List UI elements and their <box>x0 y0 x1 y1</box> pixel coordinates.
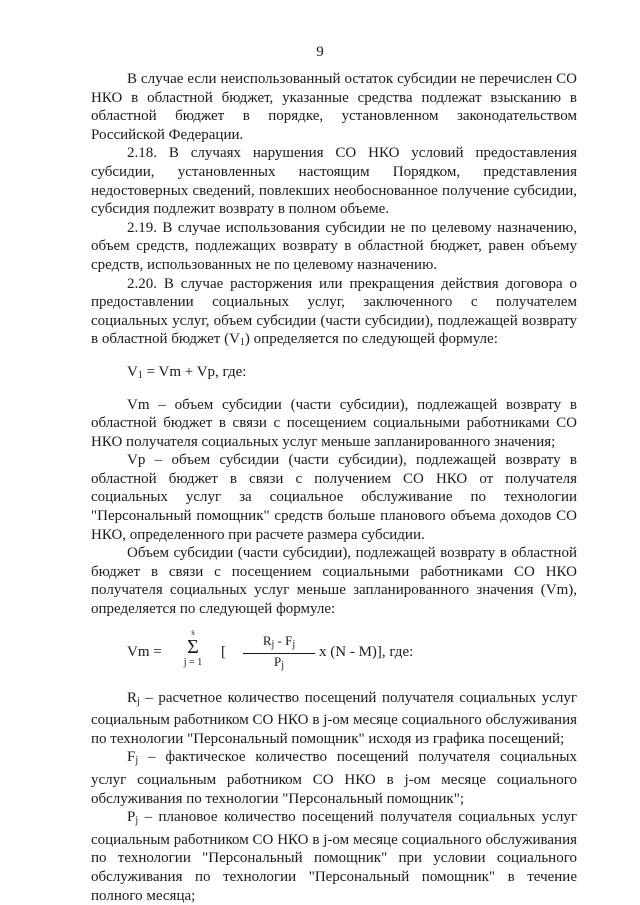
v1-subscript: 1 <box>239 337 245 349</box>
paragraph-2-20-text: 2.20. В случае расторжения или прекращения действия договора о предоставлении социальных услуг, заключенного с получателем социальных услуг, объем субсидии (части субсидии), подлежащей возврату в областной бюджет (V <box>91 275 577 348</box>
formula-v1-subscript: 1 <box>137 369 143 381</box>
formula-v1-rest: = Vm + Vp, где: <box>142 363 247 380</box>
fraction-denominator <box>243 654 315 674</box>
summation-upper-limit: s <box>191 626 195 637</box>
denominator-p: P <box>273 653 282 669</box>
definition-rj <box>91 689 577 749</box>
pj-symbol: P <box>127 809 136 826</box>
paragraph-2-20 <box>91 275 577 353</box>
definition-pj <box>91 808 577 905</box>
formula-v1 <box>127 363 577 386</box>
rj-subscript: j <box>137 695 140 707</box>
numerator-minus-f: - F <box>274 632 293 648</box>
paragraph-vm-intro: Объем субсидии (части субсидии), подлежащей возврату в областной бюджет в связи с посещением социальными работниками СО НКО получателя социальных услуг меньше запланированного значения (Vm), определяется по следующей формуле: <box>91 545 577 618</box>
numerator-f-subscript: j <box>292 638 296 650</box>
fraction <box>243 633 315 674</box>
summation-sign <box>183 627 203 669</box>
numerator-r: R <box>262 632 272 648</box>
denominator-p-subscript: j <box>281 659 284 671</box>
pj-subscript: j <box>135 815 139 827</box>
formula-v1-symbol: V <box>127 363 138 380</box>
paragraph-2-18: 2.18. В случаях нарушения СО НКО условий предоставления субсидии, установленных настоящим Порядком, представления недостоверных сведений, повлекших необоснованное получение субсидии, субсидия подлежит возврату в полном объеме. <box>91 145 577 218</box>
definition-fj <box>91 748 577 808</box>
fj-text: – фактическое количество посещений получателя социальных услуг социальным работником СО НКО в j-ом месяце социального обслуживания по технологии "Персональный помощник"; <box>91 749 577 807</box>
pj-text: – плановое количество посещений получателя социальных услуг социальным работником СО НКО в j-ом месяце социального обслуживания по технологии "Персональный помощник" при условии социального обслуживания по технологии "Персональный помощник" в течение полного месяца; <box>91 809 577 904</box>
paragraph-2-20-text-end: ) определяется по следующей формуле: <box>244 331 498 348</box>
summation-lower-limit: j = 1 <box>183 656 203 668</box>
page-number: 9 <box>316 44 324 60</box>
document-body <box>91 70 577 905</box>
fj-symbol: F <box>127 749 136 766</box>
formula-vm-lhs: Vm = <box>127 643 162 660</box>
sigma-symbol: Σ <box>187 635 199 658</box>
formula-vm-tail: x (N - M)], где: <box>319 643 414 660</box>
open-bracket: [ <box>221 643 226 660</box>
fj-subscript: j <box>135 755 139 767</box>
definition-vm: Vm – объем субсидии (части субсидии), подлежащей возврату в областной бюджет в связи с посещением социальными работниками СО НКО получателя социальных услуг меньше запланированного значения; <box>91 396 577 450</box>
numerator-r-subscript: j <box>271 638 275 650</box>
rj-text: – расчетное количество посещений получателя социальных услуг социальным работником СО НКО в j-ом месяце социального обслуживания по технологии "Персональный помощник" исходя из графика посещений; <box>91 689 577 747</box>
definition-vp: Vp – объем субсидии (части субсидии), подлежащей возврату в областной бюджет в связи с получением СО НКО от получателя социальных услуг за социальное обслуживание по технологии "Персональный помощник" средств больше планового объема доходов СО НКО, определенного при расчете размера субсидии. <box>91 452 577 543</box>
rj-symbol: R <box>127 689 138 706</box>
fraction-numerator <box>243 633 315 654</box>
formula-vm <box>91 627 577 679</box>
paragraph-unused-balance: В случае если неиспользованный остаток субсидии не перечислен СО НКО в областной бюджет, указанные средства подлежат взысканию в областной бюджет в порядке, установленном законодательством Российской Федерации. <box>91 71 577 143</box>
paragraph-2-19: 2.19. В случае использования субсидии не по целевому назначению, объем средств, подлежащих возврату в областной бюджет, равен объему средств, использованных не по целевому назначению. <box>91 219 577 273</box>
